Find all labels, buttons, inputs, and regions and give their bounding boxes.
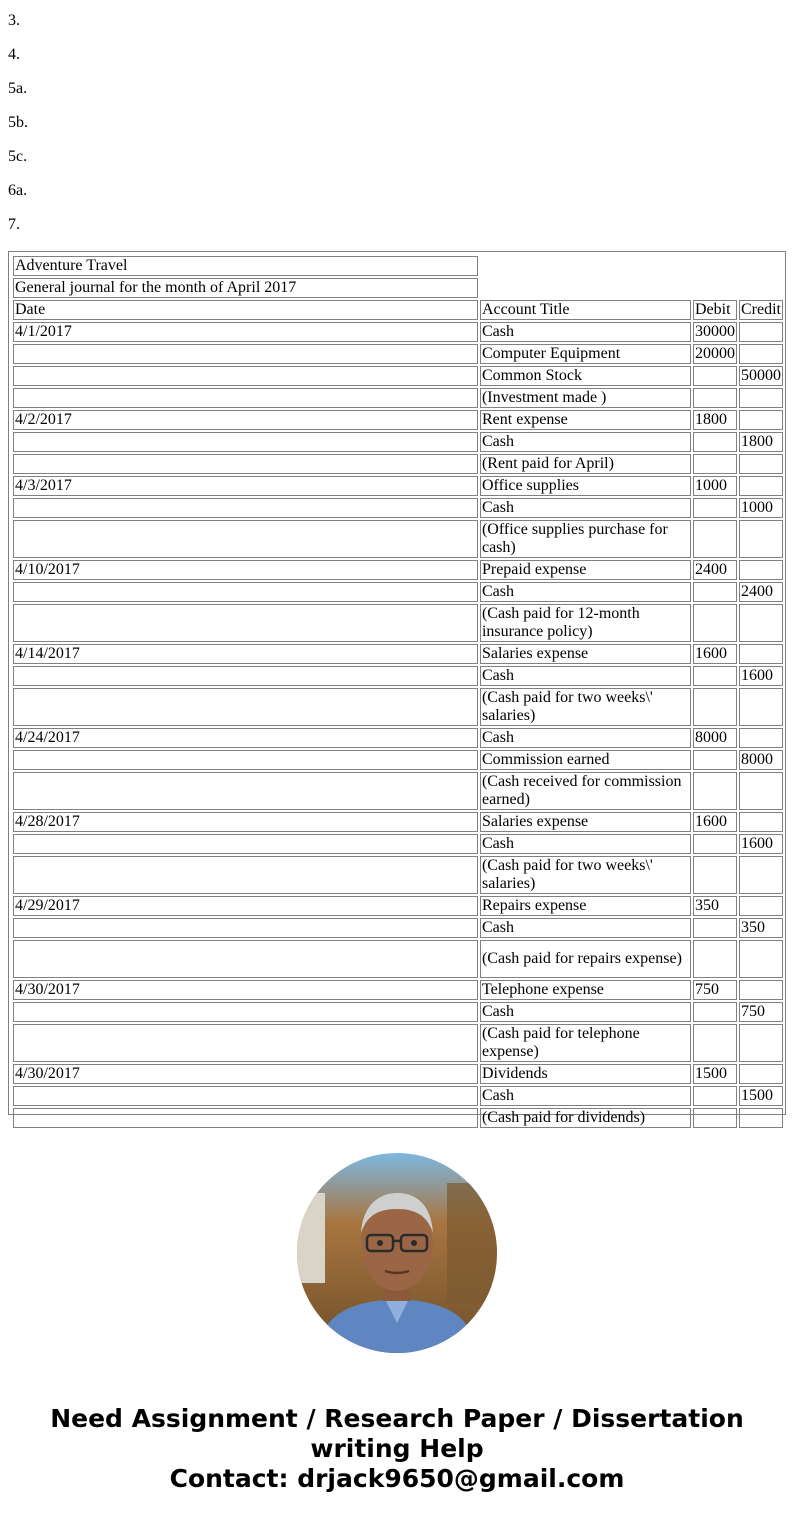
date-cell <box>13 1086 478 1106</box>
question-label: 5c. <box>8 148 28 165</box>
debit-cell: 2400 <box>693 560 737 580</box>
question-label: 6a. <box>8 182 28 199</box>
question-labels <box>8 12 28 250</box>
date-cell <box>13 750 478 770</box>
account-cell: Salaries expense <box>480 812 691 832</box>
journal-row <box>13 454 783 474</box>
credit-cell <box>739 344 783 364</box>
date-header: Date <box>13 300 478 320</box>
account-cell: Cash <box>480 728 691 748</box>
credit-cell <box>739 1024 783 1062</box>
journal-row <box>13 366 783 386</box>
date-cell: 4/2/2017 <box>13 410 478 430</box>
account-cell: (Cash paid for repairs expense) <box>480 940 691 978</box>
date-cell <box>13 582 478 602</box>
journal-row <box>13 750 783 770</box>
debit-cell: 30000 <box>694 323 735 340</box>
promo-line-2: writing Help <box>310 1434 484 1463</box>
account-cell: (Office supplies purchase for cash) <box>480 520 691 558</box>
account-cell: (Cash paid for two weeks\' salaries) <box>480 688 691 726</box>
date-cell <box>13 856 478 894</box>
credit-cell <box>739 520 783 558</box>
journal-row <box>13 666 783 686</box>
account-cell: (Investment made ) <box>480 388 691 408</box>
date-cell: 4/30/2017 <box>13 1064 478 1084</box>
journal-row <box>13 560 783 580</box>
account-cell: Cash <box>480 834 691 854</box>
date-cell: 4/3/2017 <box>13 476 478 496</box>
journal-row <box>13 772 783 810</box>
credit-cell <box>739 980 783 1000</box>
promo-line-1: Need Assignment / Research Paper / Dissertation <box>50 1404 744 1433</box>
journal-row <box>13 322 783 342</box>
account-cell: (Cash paid for telephone expense) <box>480 1024 691 1062</box>
account-cell: Office supplies <box>480 476 691 496</box>
debit-cell: 1800 <box>693 410 737 430</box>
account-cell: Cash <box>480 498 691 518</box>
date-cell: 4/14/2017 <box>13 644 478 664</box>
date-cell: 4/24/2017 <box>13 728 478 748</box>
account-cell: Cash <box>480 582 691 602</box>
date-cell <box>13 772 478 810</box>
date-cell <box>13 688 478 726</box>
debit-cell <box>693 1024 737 1062</box>
journal-row <box>13 498 783 518</box>
debit-cell <box>693 834 737 854</box>
credit-cell <box>739 1108 783 1128</box>
credit-cell: 2400 <box>739 582 783 602</box>
journal-row <box>13 1086 783 1106</box>
date-cell <box>13 388 478 408</box>
debit-cell <box>693 1086 737 1106</box>
date-cell <box>13 520 478 558</box>
debit-cell: 1500 <box>693 1064 737 1084</box>
credit-cell <box>739 1064 783 1084</box>
journal-row <box>13 896 783 916</box>
credit-cell: 1600 <box>739 834 783 854</box>
journal-row <box>13 476 783 496</box>
journal-row <box>13 604 783 642</box>
debit-cell: 750 <box>693 980 737 1000</box>
question-label: 3. <box>8 12 20 29</box>
account-cell: (Cash received for commission earned) <box>480 772 691 810</box>
credit-cell: 8000 <box>739 750 783 770</box>
account-cell: Cash <box>480 918 691 938</box>
date-cell <box>13 1024 478 1062</box>
journal-table-frame <box>8 251 786 1126</box>
journal-row <box>13 432 783 452</box>
account-cell: Cash <box>480 322 691 342</box>
account-cell: Telephone expense <box>480 980 691 1000</box>
account-cell: Repairs expense <box>480 896 691 916</box>
journal-row <box>13 918 783 938</box>
date-cell <box>13 666 478 686</box>
account-cell: Common Stock <box>480 366 691 386</box>
author-portrait-image <box>297 1153 497 1353</box>
credit-cell: 1000 <box>739 498 783 518</box>
credit-cell <box>739 454 783 474</box>
debit-cell <box>693 604 737 642</box>
question-label: 5a. <box>8 80 28 97</box>
date-cell <box>13 432 478 452</box>
journal-row <box>13 980 783 1000</box>
credit-cell <box>739 604 783 642</box>
account-cell: Salaries expense <box>480 644 691 664</box>
credit-cell <box>739 476 783 496</box>
credit-cell: 350 <box>739 918 783 938</box>
journal-row <box>13 644 783 664</box>
credit-cell: 750 <box>739 1002 783 1022</box>
date-cell <box>13 454 478 474</box>
journal-row <box>13 688 783 726</box>
credit-cell: 1800 <box>739 432 783 452</box>
journal-row <box>13 388 783 408</box>
debit-cell <box>693 772 737 810</box>
credit-cell <box>739 728 783 748</box>
debit-cell <box>693 666 737 686</box>
debit-cell <box>693 432 737 452</box>
credit-cell <box>739 410 783 430</box>
debit-cell <box>693 1108 737 1128</box>
debit-cell <box>693 750 737 770</box>
credit-cell <box>739 812 783 832</box>
credit-cell <box>739 688 783 726</box>
account-header: Account Title <box>480 300 691 320</box>
journal-row <box>13 834 783 854</box>
journal-row <box>13 520 783 558</box>
credit-cell <box>739 772 783 810</box>
header-row <box>13 300 783 320</box>
journal-row <box>13 856 783 894</box>
journal-table <box>11 254 785 1130</box>
date-cell <box>13 344 478 364</box>
debit-cell: 8000 <box>693 728 737 748</box>
date-cell <box>13 366 478 386</box>
credit-cell <box>739 322 783 342</box>
account-cell: Commission earned <box>480 750 691 770</box>
account-cell: Prepaid expense <box>480 560 691 580</box>
credit-cell: 1600 <box>739 666 783 686</box>
date-cell: 4/28/2017 <box>13 812 478 832</box>
credit-cell <box>739 644 783 664</box>
account-cell: (Cash paid for dividends) <box>480 1108 691 1128</box>
debit-cell <box>693 918 737 938</box>
date-cell: 4/30/2017 <box>13 980 478 1000</box>
debit-cell <box>693 582 737 602</box>
date-cell <box>13 1002 478 1022</box>
account-cell: Rent expense <box>480 410 691 430</box>
journal-row <box>13 1064 783 1084</box>
account-cell: Dividends <box>480 1064 691 1084</box>
date-cell <box>13 1108 478 1128</box>
question-label: 5b. <box>8 114 28 131</box>
debit-cell <box>693 856 737 894</box>
debit-cell: 20000 <box>694 345 735 362</box>
debit-cell <box>693 1002 737 1022</box>
date-cell <box>13 834 478 854</box>
journal-row <box>13 1108 783 1128</box>
journal-row <box>13 1024 783 1062</box>
account-cell: (Cash paid for 12-month insurance policy) <box>480 604 691 642</box>
date-cell <box>13 918 478 938</box>
credit-cell: 1500 <box>739 1086 783 1106</box>
debit-cell: 1600 <box>693 644 737 664</box>
credit-header: Credit <box>739 300 783 320</box>
journal-subtitle: General journal for the month of April 2017 <box>13 278 478 298</box>
credit-cell: 50000 <box>739 366 783 386</box>
credit-cell <box>739 896 783 916</box>
date-cell <box>13 498 478 518</box>
debit-cell <box>693 498 737 518</box>
journal-row <box>13 582 783 602</box>
debit-cell <box>693 454 737 474</box>
debit-header: Debit <box>693 300 737 320</box>
company-name: Adventure Travel <box>13 256 478 276</box>
journal-row <box>13 812 783 832</box>
journal-row <box>13 728 783 748</box>
date-cell: 4/1/2017 <box>13 322 478 342</box>
date-cell <box>13 940 478 978</box>
account-cell: (Rent paid for April) <box>480 454 691 474</box>
account-cell: (Cash paid for two weeks\' salaries) <box>480 856 691 894</box>
debit-cell <box>693 388 737 408</box>
account-cell: Cash <box>480 1086 691 1106</box>
credit-cell <box>739 560 783 580</box>
journal-row <box>13 410 783 430</box>
account-cell: Cash <box>480 1002 691 1022</box>
debit-cell <box>693 688 737 726</box>
journal-row <box>13 940 783 978</box>
debit-cell <box>693 520 737 558</box>
account-cell: Computer Equipment <box>480 344 691 364</box>
credit-cell <box>739 940 783 978</box>
credit-cell <box>739 856 783 894</box>
debit-cell: 1600 <box>693 812 737 832</box>
question-label: 4. <box>8 46 20 63</box>
debit-cell: 350 <box>693 896 737 916</box>
promo-banner <box>0 1404 794 1494</box>
date-cell <box>13 604 478 642</box>
journal-row <box>13 344 783 364</box>
debit-cell <box>693 366 737 386</box>
date-cell: 4/10/2017 <box>13 560 478 580</box>
question-label: 7. <box>8 216 20 233</box>
account-cell: Cash <box>480 432 691 452</box>
account-cell: Cash <box>480 666 691 686</box>
date-cell: 4/29/2017 <box>13 896 478 916</box>
debit-cell <box>693 940 737 978</box>
debit-cell: 1000 <box>693 476 737 496</box>
author-photo <box>297 1153 497 1353</box>
credit-cell <box>739 388 783 408</box>
journal-row <box>13 1002 783 1022</box>
promo-contact: Contact: drjack9650@gmail.com <box>169 1464 625 1493</box>
